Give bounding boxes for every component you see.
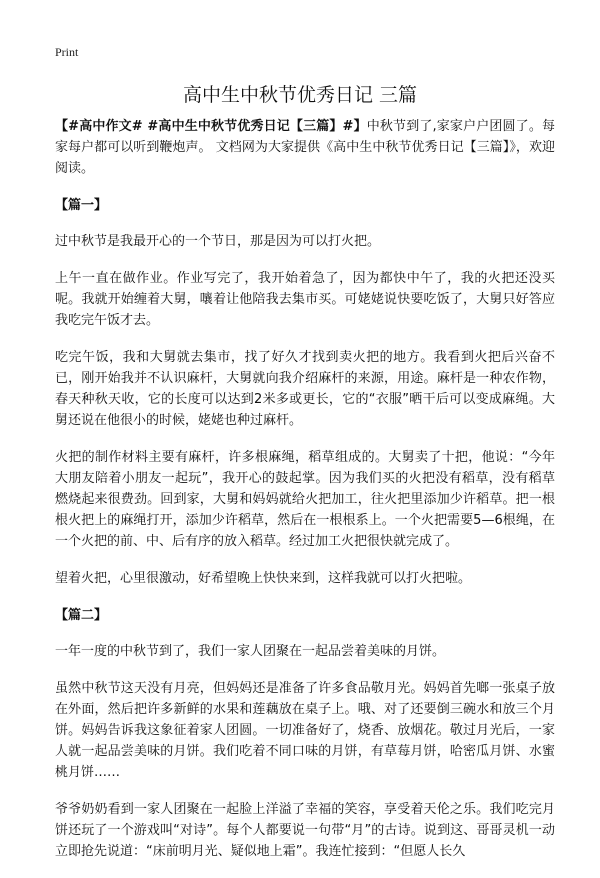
section-1-paragraph-2: 上午一直在做作业。作业写完了，我开始着急了，因为都快中午了，我的火把还没买呢。我就开始缠着大舅，嚷着让他陪我去集市买。可姥姥说快要吃饭了，大舅只好答应我吃完午饭才去。 (55, 271, 555, 328)
intro-hashtags: 【#高中作文# #高中生中秋节优秀日记【三篇】#】 (55, 119, 367, 134)
document-body (55, 116, 555, 878)
section-1-paragraph-4: 火把的制作材料主要有麻杆，许多根麻绳，稻草组成的。大舅卖了十把，他说：“今年大朋友陪着小朋友一起玩”，我开心的鼓起掌。因为我们买的火把没有稻草，没有稻草燃烧起来很费劲。回到家，大舅和妈妈就给火把加工，往火把里添加少许稻草。把一根根火把上的麻绳打开，添加少许稻草，然后在一根根系上。一个火把需要5—6根绳，在一个火把的前、中、后有序的放入稻草。经过加工火把很快就完成了。 (55, 450, 555, 549)
section-1-paragraph-3: 吃完午饭，我和大舅就去集市，找了好久才找到卖火把的地方。我看到火把后兴奋不已，刚开始我并不认识麻杆，大舅就向我介绍麻杆的来源，用途。麻杆是一种农作物，春天种秋天收，它的长度可以达到2米多或更长，它的“衣服”晒干后可以变成麻绳。大舅还说在他很小的时候，姥姥也种过麻杆。 (55, 350, 555, 428)
section-2-paragraph-1: 一年一度的中秋节到了，我们一家人团聚在一起品尝着美味的月饼。 (55, 644, 446, 659)
page-title: 高中生中秋节优秀日记 三篇 (182, 84, 418, 106)
section-2-paragraph-3: 爷爷奶奶看到一家人团聚在一起脸上洋溢了幸福的笑容，享受着天伦之乐。我们吃完月饼还玩了一个游戏叫“对诗”。每个人都要说一句带“月”的古诗。说到这、哥哥灵机一动立即抢先说道：“床前明月光、疑似地上霜”。我连忙接到：“但愿人长久 (55, 802, 555, 859)
section-heading-1: 【篇一】 (55, 198, 108, 213)
intro-paragraph (55, 116, 555, 179)
section-heading-2: 【篇二】 (55, 608, 108, 623)
intro-text: 中秋节到了,家家户户团圆了。每家每户都可以听到鞭炮声。 文档网为大家提供《高中生中秋节优秀日记【三篇】》，欢迎阅读。 (55, 119, 555, 176)
print-label: Print (55, 45, 79, 59)
section-1-paragraph-1: 过中秋节是我最开心的一个节日，那是因为可以打火把。 (55, 234, 381, 249)
section-2-paragraph-2: 虽然中秋节这天没有月亮，但妈妈还是准备了许多食品敬月光。妈妈首先啷一张桌子放在外面，然后把许多新鲜的水果和莲藕放在桌子上。哦、对了还要倒三碗水和放三个月饼。妈妈告诉我这象征着家人团圆。一切准备好了，烧香、放烟花。敬过月光后，一家人就一起品尝美味的月饼。我们吃着不同口味的月饼，有草莓月饼，哈密瓜月饼、水蜜桃月饼…… (55, 681, 555, 780)
section-1-paragraph-5: 望着火把，心里很激动，好希望晚上快快来到，这样我就可以打火把啦。 (55, 571, 472, 586)
